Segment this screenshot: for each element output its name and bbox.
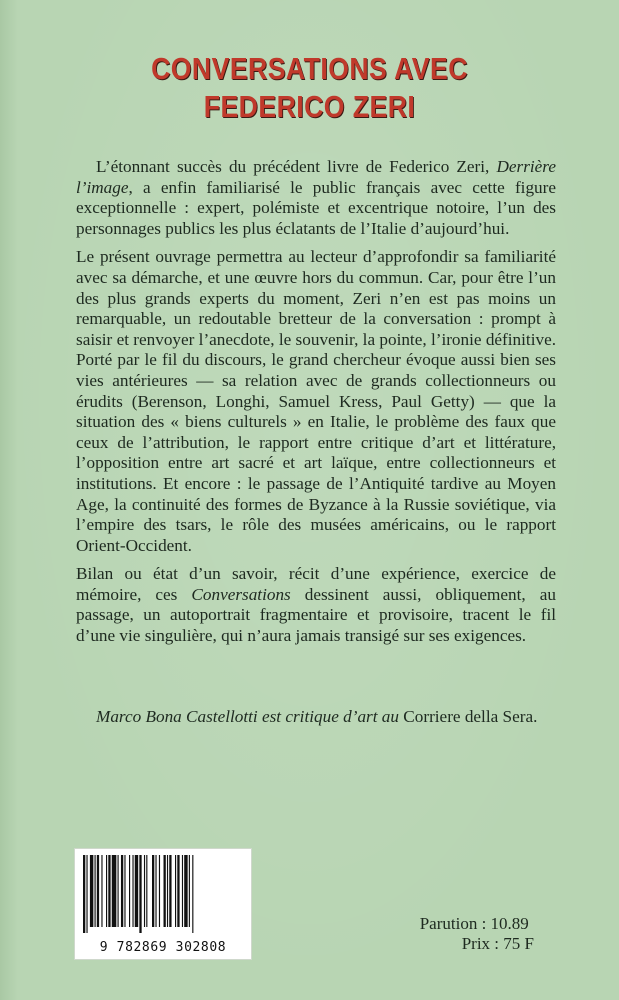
isbn-number: 9 782869 302808 xyxy=(99,940,227,955)
barcode-bar xyxy=(124,855,125,927)
blurb-paragraph-1 xyxy=(76,157,556,239)
barcode-bar xyxy=(167,855,168,927)
parution-date: Parution : 10.89 xyxy=(419,914,529,933)
book-title-line-2: FEDERICO ZERI xyxy=(203,89,416,124)
barcode-bar xyxy=(175,855,176,927)
pricing-info xyxy=(420,914,534,954)
barcode-bar xyxy=(146,855,147,927)
barcode-bar xyxy=(144,855,145,927)
barcode-bar xyxy=(112,855,117,927)
barcode-bar xyxy=(189,855,190,927)
blurb-p3-book-title: Conversations xyxy=(191,584,291,604)
cover-spine-edge xyxy=(0,0,18,1000)
barcode-bar xyxy=(164,855,166,927)
blurb xyxy=(76,157,556,655)
barcode-bar xyxy=(135,855,138,927)
blurb-p3-rest: dessinent aussi, obliquement, au passage, un autoportrait fragmentaire et provisoire, tracent le fil d’une vie singulière, qui n’aura jamais transigé sur ses exigences. xyxy=(76,584,556,646)
barcode-bar xyxy=(177,855,179,927)
barcode-bar xyxy=(152,855,154,927)
blurb-paragraph-3 xyxy=(76,564,556,646)
blurb-p1-rest: , a enfin familiarisé le public français avec cette figure exceptionnelle : expert, polémiste et excentrique notoire, l’un des personnages publics les plus éclatants de l’Italie d’aujourd’hui. xyxy=(76,177,556,238)
barcode-bar xyxy=(159,855,160,927)
barcode-bar xyxy=(108,855,110,927)
barcode-bar xyxy=(86,855,87,933)
author-credit-italic: Marco Bona Castellotti est critique d’art au xyxy=(96,707,399,726)
barcode-bar xyxy=(90,855,93,927)
barcode-bar xyxy=(106,855,107,927)
author-credit xyxy=(76,707,556,728)
isbn-barcode xyxy=(74,848,252,960)
barcode-bar xyxy=(155,855,156,927)
barcode-bar xyxy=(192,855,193,933)
book-title xyxy=(43,50,575,126)
book-title-line-1: CONVERSATIONS AVEC xyxy=(151,51,468,86)
barcode-bar xyxy=(184,855,187,927)
barcode-bar xyxy=(132,855,133,927)
barcode-bar xyxy=(129,855,130,927)
barcode-bar xyxy=(121,855,123,927)
barcode-bar xyxy=(139,855,141,933)
barcode-bars xyxy=(81,855,245,933)
price: Prix : 75 F xyxy=(461,934,534,953)
barcode-bar xyxy=(169,855,171,927)
author-credit-roman: Corriere della Sera. xyxy=(398,707,538,726)
barcode-bar xyxy=(182,855,183,927)
barcode-bar xyxy=(83,855,85,933)
barcode-bar xyxy=(118,855,119,927)
blurb-paragraph-2: Le présent ouvrage permettra au lecteur d’approfondir sa familiarité avec sa démarche, et une œuvre hors du commun. Car, pour être l’un des plus grands experts du moment, Zeri n’en est pas moins un remarquable, un redoutable bretteur de la conversation : prompt à saisir et renvoyer l’anecdote, le souvenir, la pointe, l’ironie définitive. Porté par le fil du discours, le grand chercheur évoque aussi bien ses vies antérieures — sa relation avec de grands collectionneurs ou érudits (Berenson, Longhi, Samuel Kress, Paul Getty) — que la situation des « biens culturels » en Italie, le problème des faux que ceux de l’attribution, le rapport entre critique d’art et littérature, l’opposition entre art sacré et art laïque, entre collectionneurs et institutions. Et encore : le passage de l’Antiquité tardive au Moyen Age, la continuité des formes de Byzance à la Russie soviétique, via l’empire des tsars, le rôle des musées américains, ou le rapport Orient-Occident. xyxy=(76,247,556,555)
blurb-p1-book-title: Derrière l’image xyxy=(76,157,556,197)
barcode-bar xyxy=(101,855,102,927)
barcode-bar xyxy=(97,855,99,927)
blurb-p3-start: Bilan ou état d’un savoir, récit d’une expérience, exercice de mémoire, ces xyxy=(76,564,556,604)
barcode-bar xyxy=(95,855,96,927)
blurb-p1-text: L’étonnant succès du précédent livre de Federico Zeri, xyxy=(96,157,497,176)
